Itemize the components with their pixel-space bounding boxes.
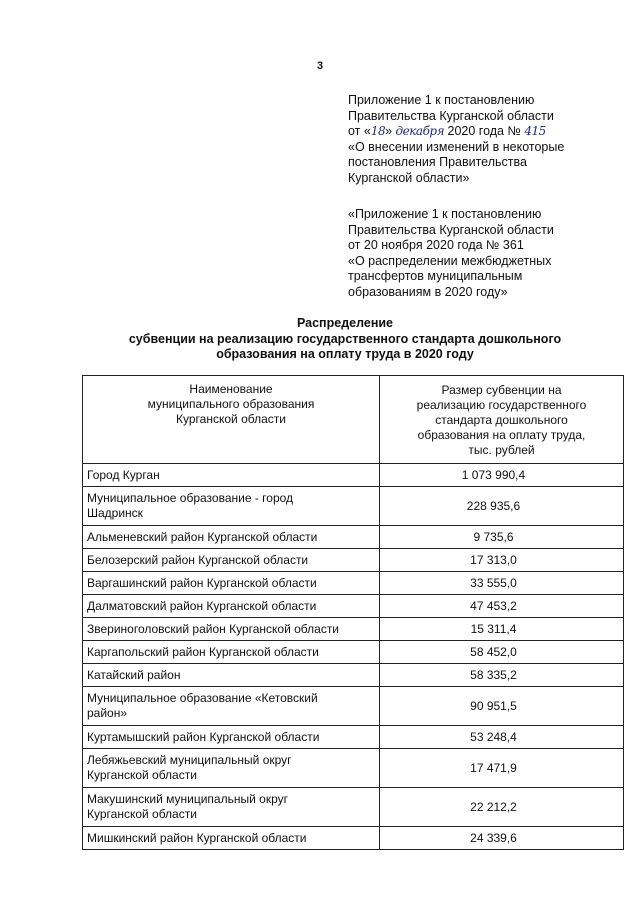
amount-cell: 58 452,0 xyxy=(380,641,624,664)
amount-cell: 17 471,9 xyxy=(380,749,624,788)
municipality-name-cell xyxy=(83,549,380,572)
header-value-line: тыс. рублей xyxy=(468,443,535,457)
amount-cell: 15 311,4 xyxy=(380,618,624,641)
year-text: 2020 года № xyxy=(447,124,521,138)
table-body xyxy=(83,464,624,850)
amount-cell: 90 951,5 xyxy=(380,687,624,726)
header-amount xyxy=(380,376,624,464)
appendix-original-line6: образованиям в 2020 году» xyxy=(348,284,508,299)
table-row xyxy=(83,595,624,618)
municipality-name-cell xyxy=(83,526,380,549)
municipality-name-line: Шадринск xyxy=(87,506,143,520)
appendix-current xyxy=(348,93,618,186)
title-line1: Распределение xyxy=(296,316,393,330)
appendix-original-line4: «О распределении межбюджетных xyxy=(348,253,552,268)
table-header-row xyxy=(83,376,624,464)
amount-cell: 58 335,2 xyxy=(380,664,624,687)
appendix-current-date-line xyxy=(348,124,618,140)
municipality-name-line: Муниципальное образование «Кетовский xyxy=(87,691,318,705)
amount-cell: 53 248,4 xyxy=(380,726,624,749)
handwritten-month: декабря xyxy=(395,124,445,138)
table-row xyxy=(83,572,624,595)
municipality-name-line: Курганской области xyxy=(87,807,197,821)
municipality-name-cell xyxy=(83,595,380,618)
municipality-name-line: Звериноголовский район Курганской области xyxy=(87,621,340,636)
table-row xyxy=(83,687,624,726)
table-row xyxy=(83,526,624,549)
appendix-original-line2: Правительства Курганской области xyxy=(348,222,554,237)
header-municipality xyxy=(83,376,380,464)
header-value-line: реализацию государственного xyxy=(416,398,587,412)
table-row xyxy=(83,726,624,749)
municipality-name-cell xyxy=(83,687,380,726)
header-name-line: муниципального образования xyxy=(147,397,315,411)
date-mid: » xyxy=(385,124,393,138)
appendix-current-line4: «О внесении изменений в некоторые xyxy=(348,139,565,154)
title-line2: субвенции на реализацию государственного стандарта дошкольного xyxy=(128,331,562,346)
table-row xyxy=(83,549,624,572)
amount-cell: 17 313,0 xyxy=(380,549,624,572)
appendix-original-line1: «Приложение 1 к постановлению xyxy=(348,207,542,221)
municipality-name-line: Курганской области xyxy=(87,768,197,782)
page-number: 3 xyxy=(316,60,324,72)
header-value-line: Размер субвенции на xyxy=(441,383,562,397)
municipality-name-line: Далматовский район Курганской области xyxy=(87,598,317,613)
municipality-name-line: район» xyxy=(87,706,128,720)
municipality-name-line: Альменевский район Курганской области xyxy=(87,529,318,544)
subvention-table xyxy=(82,375,624,850)
municipality-name-cell xyxy=(83,464,380,487)
amount-cell: 47 453,2 xyxy=(380,595,624,618)
municipality-name-cell xyxy=(83,827,380,850)
appendix-original-line5: трансфертов муниципальным xyxy=(348,269,523,283)
amount-cell: 24 339,6 xyxy=(380,827,624,850)
appendix-current-line2: Правительства Курганской области xyxy=(348,108,554,123)
table-row xyxy=(83,827,624,850)
table-row xyxy=(83,641,624,664)
municipality-name-cell xyxy=(83,726,380,749)
municipality-name-line: Катайский район xyxy=(87,667,181,682)
municipality-name-line: Варгашинский район Курганской области xyxy=(87,575,317,590)
date-prefix: от « xyxy=(348,124,371,138)
amount-cell: 1 073 990,4 xyxy=(380,464,624,487)
amount-cell: 9 735,6 xyxy=(380,526,624,549)
header-value-line: стандарта дошкольного xyxy=(435,413,568,427)
appendix-current-line5: постановления Правительства xyxy=(348,155,527,169)
header-value-line: образования на оплату труда, xyxy=(417,428,586,442)
municipality-name-line: Каргапольский район Курганской области xyxy=(87,644,319,659)
amount-cell: 33 555,0 xyxy=(380,572,624,595)
municipality-name-line: Белозерский район Курганской области xyxy=(87,552,309,567)
municipality-name-line: Мишкинский район Курганской области xyxy=(87,830,307,845)
amount-cell: 228 935,6 xyxy=(380,487,624,526)
appendix-original-line3: от 20 ноября 2020 года № 361 xyxy=(348,238,524,252)
municipality-name-cell xyxy=(83,749,380,788)
header-name-line: Курганской области xyxy=(176,412,286,426)
municipality-name-cell xyxy=(83,572,380,595)
appendix-current-line1: Приложение 1 к постановлению xyxy=(348,93,535,107)
handwritten-day: 18 xyxy=(370,124,386,138)
municipality-name-line: Лебяжьевский муниципальный округ xyxy=(87,753,292,767)
table-row xyxy=(83,618,624,641)
table-row xyxy=(83,788,624,827)
document-title xyxy=(0,316,640,363)
table-row xyxy=(83,487,624,526)
municipality-name-line: Город Курган xyxy=(87,467,160,482)
appendix-current-line6: Курганской области» xyxy=(348,170,470,185)
amount-cell: 22 212,2 xyxy=(380,788,624,827)
municipality-name-line: Макушинский муниципальный округ xyxy=(87,792,288,806)
handwritten-number: 415 xyxy=(524,124,546,138)
table-row xyxy=(83,464,624,487)
municipality-name-line: Муниципальное образование - город xyxy=(87,491,294,505)
municipality-name-cell xyxy=(83,788,380,827)
header-name-line: Наименование xyxy=(189,382,273,396)
table-row xyxy=(83,749,624,788)
municipality-name-cell xyxy=(83,641,380,664)
municipality-name-cell xyxy=(83,618,380,641)
title-line3: образования на оплату труда в 2020 году xyxy=(216,347,474,361)
municipality-name-line: Куртамышский район Курганской области xyxy=(87,729,320,744)
appendix-original xyxy=(348,207,618,300)
municipality-name-cell xyxy=(83,664,380,687)
table-row xyxy=(83,664,624,687)
municipality-name-cell xyxy=(83,487,380,526)
